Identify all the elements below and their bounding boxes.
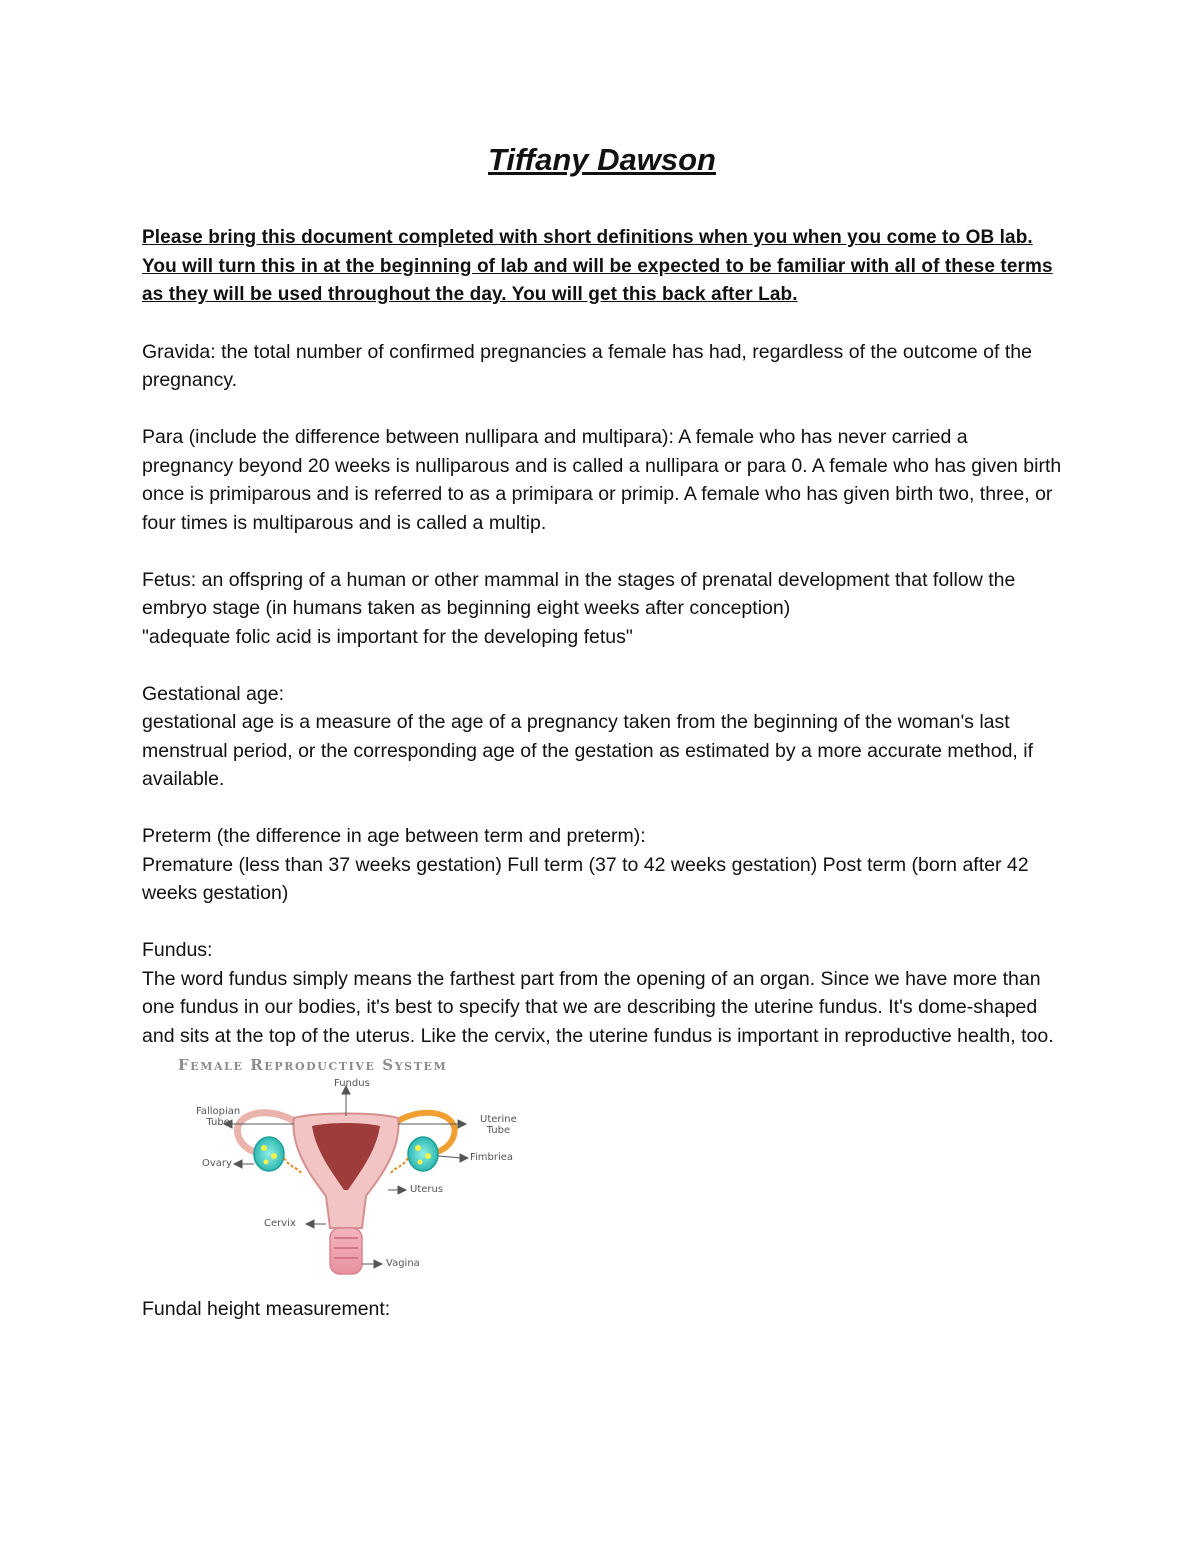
label-cervix: Cervix [264, 1218, 296, 1229]
label-fundus: Fundus [334, 1078, 370, 1089]
figure-title: Female Reproductive System [178, 1056, 448, 1074]
right-ovary [408, 1137, 438, 1171]
label-uterine-tube: Uterine Tube [480, 1114, 517, 1136]
label-vagina: Vagina [386, 1258, 420, 1269]
label-fimbriea: Fimbriea [470, 1152, 514, 1163]
label-fallopian-tube: Fallopian Tube [196, 1106, 241, 1128]
definition-fetus: Fetus: an offspring of a human or other mammal in the stages of prenatal development that follow the embryo stage (in humans taken as beginning eight weeks after conception) "adequate folic acid is important for the developing fetus" [142, 568, 1016, 648]
gestational-age-definition: gestational age is a measure of the age of a pregnancy taken from the beginning of the woman's last menstrual period, or the corresponding age of the gestation as estimated by a more accurate method, if available. [142, 711, 1034, 790]
vagina-shape [330, 1228, 362, 1274]
fundus-definition: The word fundus simply means the farthest part from the opening of an organ. Since we have more than one fundus in our bodies, it's best to specify that we are describing the uterine fundus. It's dome-shaped and sits at the top of the uterus. Like the cervix, the uterine fundus is important in reproductive health, too. [142, 967, 1054, 1047]
label-ovary: Ovary [202, 1158, 232, 1169]
document-title: Tiffany Dawson [488, 142, 716, 177]
instructions-text: Please bring this document completed with short definitions when you when you come to OB lab. You will turn this in at the beginning of lab and will be expected to be familiar with all of these terms as they will be used throughout the day. You will get this back after Lab. [142, 227, 1053, 305]
document-page [142, 140, 1062, 1324]
left-ovary [254, 1137, 284, 1171]
preterm-definition: Premature (less than 37 weeks gestation) Full term (37 to 42 weeks gestation) Post term (born after 42 weeks gestation) [142, 853, 1029, 904]
preterm-heading: Preterm (the difference in age between term and preterm): [142, 825, 646, 847]
definition-para: Para (include the difference between nullipara and multipara): A female who has never carried a pregnancy beyond 20 weeks is nulliparous and is called a nullipara or para 0. A female who has given birth once is primiparous and is referred to as a primipara or primip. A female who has given birth two, three, or four times is multiparous and is called a multip. [142, 426, 1062, 534]
definition-gravida: Gravida: the total number of confirmed pregnancies a female has had, regardless of the outcome of the pregnancy. [142, 340, 1032, 391]
fundal-height-heading: Fundal height measurement: [142, 1298, 391, 1320]
reproductive-system-figure [166, 1056, 526, 1281]
label-uterus: Uterus [410, 1184, 444, 1195]
fundus-heading: Fundus: [142, 939, 213, 961]
gestational-age-heading: Gestational age: [142, 682, 285, 705]
